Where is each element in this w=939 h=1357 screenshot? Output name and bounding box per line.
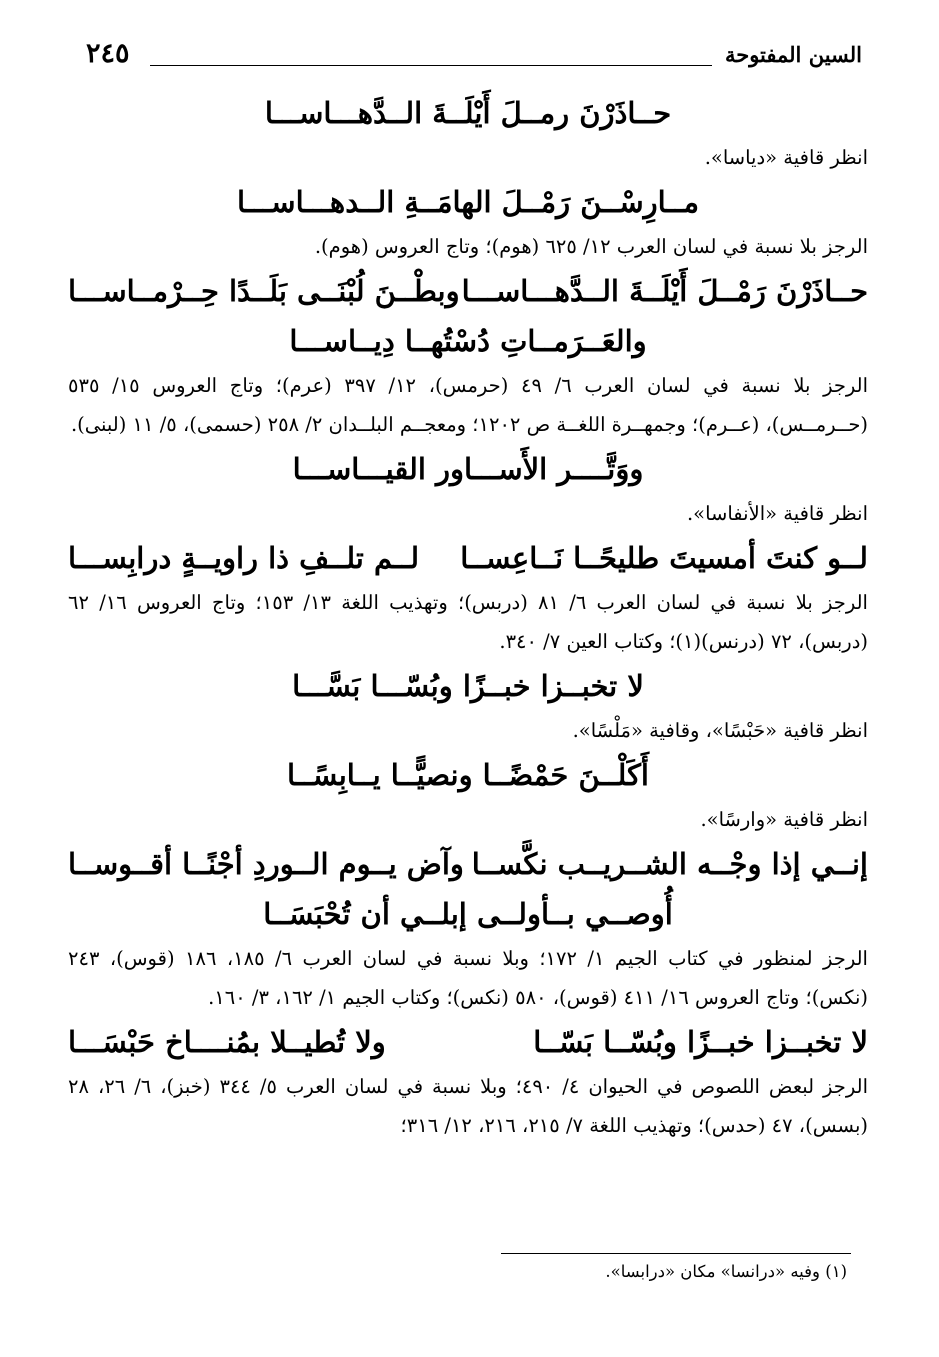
source-note: الرجز لبعض اللصوص في الحيوان ٤/ ٤٩٠؛ وبلا نسبة في لسان العرب ٥/ ٣٤٤ (خبز)، ٦/ ٢٦، ٢٨ (بسس)، ٤٧ (حدس)؛ وتهذيب اللغة ٧/ ٢١٥، ٢١٦، ١٢/ ٣١٦؛ [68, 1075, 868, 1137]
verse-couplet [68, 839, 868, 889]
header-rule [150, 65, 712, 66]
verse-line: والعَــرَمــاتِ دُسْتُهــا دِيــاســـا [289, 324, 647, 358]
hemistich-second: وآض يــوم الــوردِ أجْنًــا أقــوســا [68, 847, 464, 881]
verse-line: مــارِسْــنَ رَمْــلَ الهامَــةِ الــدهـــاســـا [236, 185, 700, 219]
hemistich-second: وبطْــنَ لُبْنَــى بَلَــدًا حِــرْمــاســـا [68, 274, 460, 308]
verse-couplet [68, 533, 868, 583]
verse-couplet [68, 266, 868, 316]
reference-note: انظر قافية «وارسًا». [700, 808, 868, 831]
hemistich-first: لا تخبــزا خبــزًا وبُسّــا بَسّــا [533, 1025, 868, 1059]
reference-note: انظر قافية «دياسا». [704, 146, 868, 169]
hemistich-second: لــم تلــفِ ذا راويــةٍ درابِســـا [68, 541, 420, 575]
hemistich-second: ولا تُطيــلا بمُنــــاخ حَبْسَـــا [68, 1025, 386, 1059]
verse-line: ووَتَّــــر الأَســـاور القيـــاســـا [292, 452, 644, 486]
footnote: (١) وفيه «درانسا» مكان «درابسا». [605, 1262, 847, 1281]
page-header [72, 36, 862, 76]
footnote-rule [501, 1253, 851, 1254]
hemistich-first: لــو كنتَ أمسيتَ طليحًــا نَــاعِســا [460, 541, 868, 575]
reference-note: انظر قافية «حَبْسًا»، وقافية «مَلْسًا». [572, 719, 868, 742]
verse-line: حــاذَرْنَ رمــلَ أَيْلَــةَ الــدَّهـــاســـا [264, 96, 672, 130]
source-note: الرجز بلا نسبة في لسان العرب ٦/ ٤٩ (حرمس)، ١٢/ ٣٩٧ (عرم)؛ وتاج العروس ١٥/ ٥٣٥ (حــرمــس)، (عــرم)؛ وجمهــرة اللغــة ص ١٢٠٢؛ ومعجــم البلــدان ٢/ ٢٥٨ (حسمى)، ٥/ ١١ (لبنى). [68, 374, 869, 436]
running-title: السين المفتوحة [724, 42, 862, 67]
hemistich-first: إنــي إذا وجْــه الشــريــب نكَّســا [471, 847, 868, 881]
verse-couplet [68, 1017, 868, 1067]
reference-note: انظر قافية «الأنفاسا». [686, 502, 868, 525]
verse-line: لا تخبــزا خبــزًا وبُسّـــا بَسَّـــا [292, 669, 644, 703]
hemistich-first: حــاذَرْنَ رَمْــلَ أَيْلَــةَ الــدَّهـــاســـا [461, 274, 868, 308]
verse-line: أُوصــي بــأولــى إبلــي أن تُحْبَسَــا [263, 897, 673, 931]
verse-line: أَكَلْــنَ حَمْضًــا ونصيًّــا يــابِسًــا [287, 758, 649, 792]
main-text [68, 88, 868, 1145]
source-note: الرجز لمنظور في كتاب الجيم ١/ ١٧٢؛ وبلا نسبة في لسان العرب ٦/ ١٨٥، ١٨٦ (قوس)، ٢٤٣ (نكس)؛ وتاج العروس ١٦/ ٤١١ (قوس)، ٥٨٠ (نكس)؛ وكتاب الجيم ١/ ١٦٢، ٣/ ١٦٠. [68, 947, 868, 1009]
reference-note: الرجز بلا نسبة في لسان العرب ١٢/ ٦٢٥ (هوم)؛ وتاج العروس (هوم). [314, 235, 868, 258]
source-note: الرجز بلا نسبة في لسان العرب ٦/ ٨١ (دربس)؛ وتهذيب اللغة ١٣/ ١٥٣؛ وتاج العروس ١٦/ ٦٢ (دربس)، ٧٢ (درنس)(١)؛ وكتاب العين ٧/ ٣٤٠. [68, 591, 868, 653]
page-number: ٢٤٥ [86, 38, 130, 69]
